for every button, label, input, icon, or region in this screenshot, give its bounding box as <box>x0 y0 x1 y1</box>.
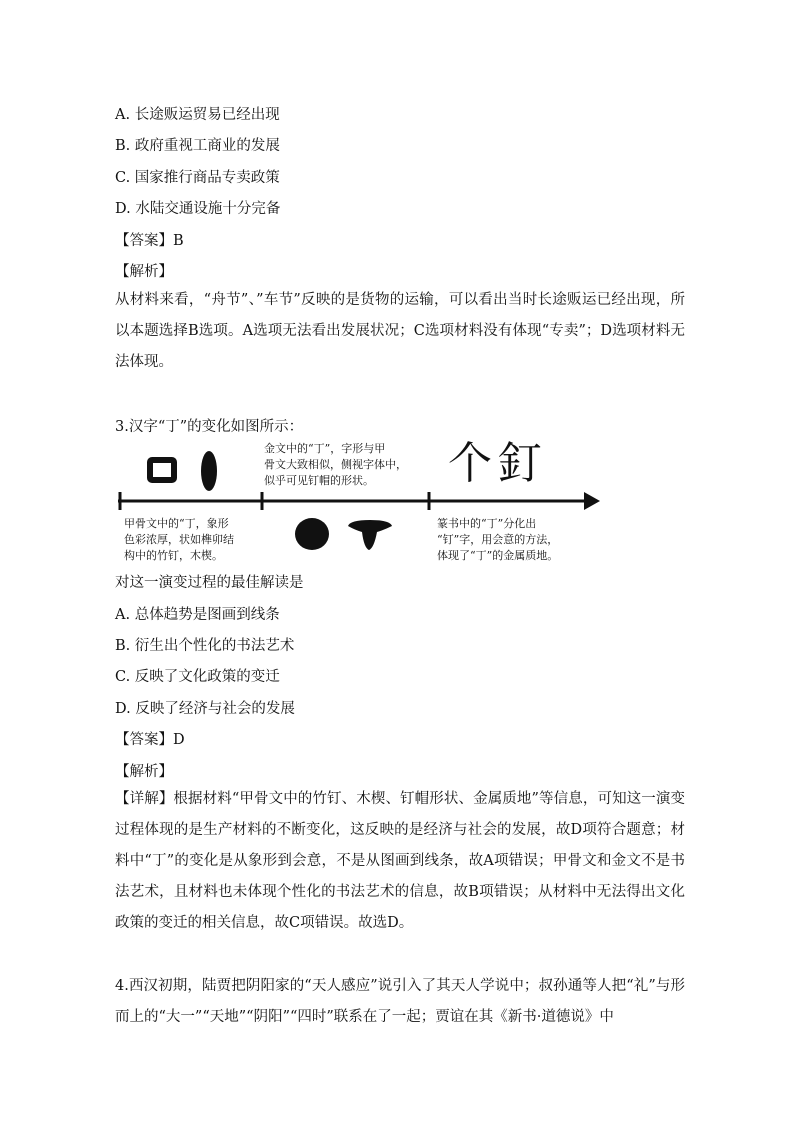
caption-jiaguwen-line: 构中的竹钉，木楔。 <box>124 549 223 562</box>
caption-jinwen-line: 骨文大致相似，侧视字体中， <box>264 458 407 471</box>
caption-zhuanshu-line: 体现了“丁”的金属质地。 <box>437 549 559 562</box>
caption-jinwen-line: 金文中的“丁”，字形与甲 <box>264 442 386 455</box>
q2-answer: 【答案】B <box>115 233 184 249</box>
caption-zhuanshu <box>437 516 558 564</box>
q3-option-c: C. 反映了文化政策的变迁 <box>115 669 280 685</box>
q3-answer: 【答案】D <box>115 732 185 748</box>
seal-glyph-ding-nail: 釘 <box>498 438 542 489</box>
caption-jinwen-line: 似乎可见钉帽的形状。 <box>264 474 374 487</box>
character-evolution-figure <box>112 436 604 568</box>
q3-analysis-label: 【解析】 <box>115 764 173 780</box>
q3-analysis: 【详解】根据材料“甲骨文中的竹钉、木楔、钉帽形状、金属质地”等信息，可知这一演变过程体现的是生产材料的不断变化，这反映的是经济与社会的发展，故D项符合题意；材料中“丁”的变化是从象形到会意，不是从图画到线条，故A项错误；甲骨文和金文不是书法艺术，且材料也未体现个性化的书法艺术的信息，故B项错误；从材料中无法得出文化政策的变迁的相关信息，故C项错误。故选D。 <box>115 791 685 931</box>
q3-option-d: D. 反映了经济与社会的发展 <box>115 701 295 717</box>
bronze-nail-glyph <box>348 520 392 550</box>
q2-option-b: B. 政府重视工商业的发展 <box>115 138 280 154</box>
q2-analysis: 从材料来看，“舟节”、”车节”反映的是货物的运输，可以看出当时长途贩运已经出现，所以本题选择B选项。A选项无法看出发展状况；C选项材料没有体现“专卖”；D选项材料无法体现。 <box>115 292 685 370</box>
q3-question: 对这一演变过程的最佳解读是 <box>115 575 304 591</box>
q2-analysis-label: 【解析】 <box>115 264 173 280</box>
q4-text: 4.西汉初期，陆贾把阴阳家的“天人感应”说引入了其天人学说中；叔孙通等人把“礼”与形而上的“大一”“天地”“阴阳”“四时”联系在了一起；贾谊在其《新书·道德说》中 <box>115 978 685 1025</box>
bronze-round-glyph <box>295 518 329 550</box>
caption-zhuanshu-line: 篆书中的“丁”分化出 <box>437 517 537 530</box>
caption-jiaguwen <box>124 516 234 564</box>
timeline-arrow <box>584 492 600 510</box>
caption-jiaguwen-line: 甲骨文中的“丁，象形 <box>124 517 229 530</box>
q3-option-b: B. 衍生出个性化的书法艺术 <box>115 638 295 654</box>
q3-option-a: A. 总体趋势是图画到线条 <box>115 607 280 623</box>
caption-zhuanshu-line: “钉”字，用会意的方法， <box>437 533 559 546</box>
q2-option-d: D. 水陆交通设施十分完备 <box>115 201 281 217</box>
q3-stem: 3.汉字“丁”的变化如图所示： <box>115 419 304 435</box>
q2-option-a: A. 长途贩运贸易已经出现 <box>115 107 280 123</box>
caption-jinwen <box>264 441 407 489</box>
caption-jiaguwen-line: 色彩浓厚，状如榫卯结 <box>124 533 234 546</box>
oracle-square-glyph <box>150 460 174 480</box>
seal-glyph-ding: 个 <box>448 438 492 489</box>
q2-option-c: C. 国家推行商品专卖政策 <box>115 170 280 186</box>
oracle-oval-glyph <box>201 451 217 491</box>
